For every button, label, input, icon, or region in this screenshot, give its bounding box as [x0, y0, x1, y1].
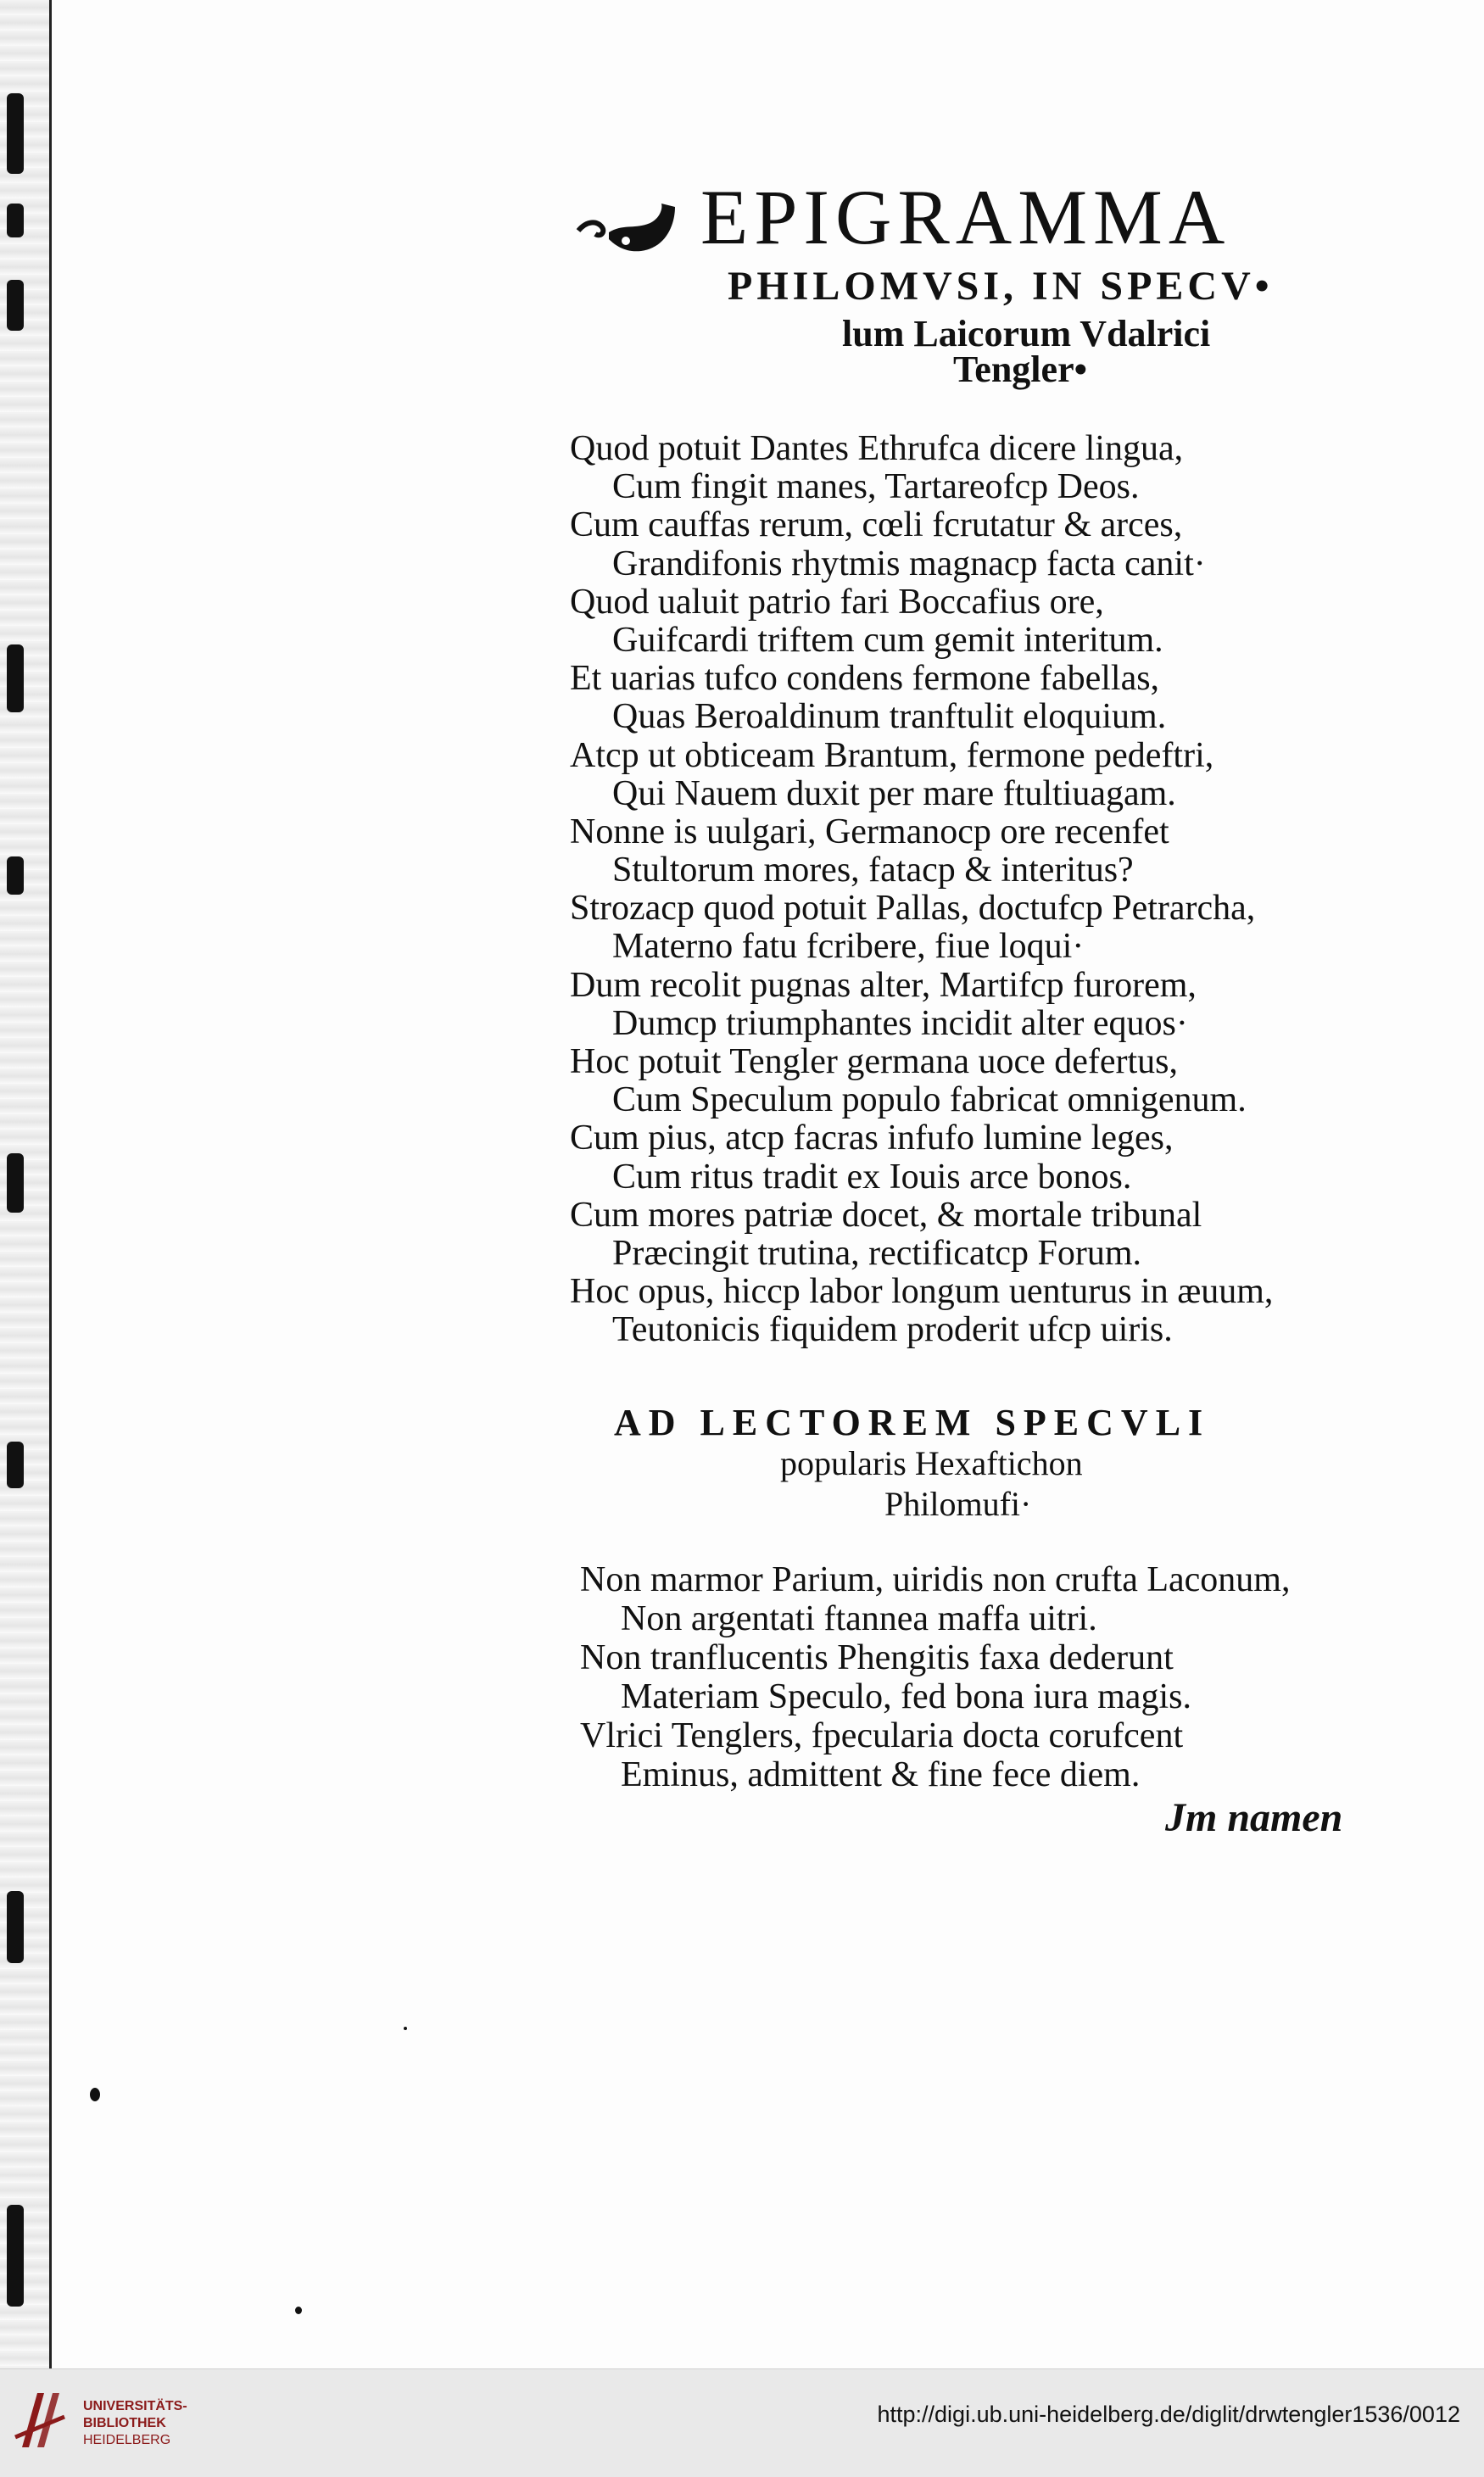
institution-line: HEIDELBERG [83, 2433, 171, 2447]
verse-line: Hoc potuit Tengler germana uoce defertus, [570, 1042, 1179, 1081]
ink-speck [404, 2027, 407, 2030]
ink-speck [90, 2088, 100, 2101]
verse-line: Qui Nauem duxit per mare ftultiuagam. [612, 773, 1176, 813]
verse-line: Et uarias tufco condens fermone fabellas, [570, 659, 1160, 699]
heading-title: EPIGRAMMA [700, 174, 1231, 260]
verse-line: Guifcardi triftem cum gemit interitum. [612, 620, 1163, 660]
verse-line: Cum fingit manes, Tartareofcp Deos. [612, 467, 1140, 507]
verse-line: Non argentati ftannea maffa uitri. [621, 1599, 1097, 1638]
permalink-url[interactable]: http://digi.ub.uni-heidelberg.de/diglit/drwtengler1536/0012 [877, 2402, 1460, 2427]
verse-line: Strozacp quod potuit Pallas, doctufcp Petrarcha, [570, 889, 1256, 929]
verse-line: Dumcp triumphantes incidit alter equos· [612, 1003, 1188, 1043]
verse-line: Grandifonis rhytmis magnacp facta canit· [612, 544, 1206, 583]
verse-line: Cum pius, atcp facras infufo lumine leges, [570, 1119, 1174, 1158]
verse-line: Non tranflucentis Phengitis faxa dederunt [580, 1638, 1174, 1677]
verse-line: Vlrici Tenglers, fpecularia docta corufcent [580, 1716, 1184, 1755]
institution-line: BIBLIOTHEK [83, 2416, 166, 2430]
section-subheading: Philomufi· [884, 1485, 1032, 1523]
verse-line: Materiam Speculo, fed bona iura magis. [621, 1677, 1191, 1716]
verse-line: Dum recolit pugnas alter, Martifcp furorem, [570, 965, 1197, 1005]
verse-line: Quod potuit Dantes Ethrufca dicere lingua, [570, 429, 1184, 468]
verse-line: Cum mores patriæ docet, & mortale tribunal [570, 1195, 1202, 1235]
verse-line: Eminus, admittent & fine fece diem. [621, 1755, 1141, 1794]
verse-line: Cum cauffas rerum, cœli fcrutatur & arces, [570, 505, 1183, 545]
epigram-poem [570, 430, 1350, 1350]
verse-line: Cum Speculum populo fabricat omnigenum. [612, 1080, 1247, 1120]
verse-line: Atcp ut obticeam Brantum, fermone pedeftri, [570, 735, 1214, 775]
ornament-icon [575, 198, 682, 258]
verse-line: Teutonicis fiquidem proderit ufcp uiris. [612, 1310, 1173, 1350]
heading-line-2: PHILOMVSI, IN SPECV• [728, 264, 1274, 309]
verse-line: Materno fatu fcribere, fiue loqui· [612, 927, 1085, 967]
verse-line: Stultorum mores, fatacp & interitus? [612, 851, 1134, 890]
verse-line: Hoc opus, hiccp labor longum uenturus in æuum, [570, 1272, 1274, 1312]
university-library-logo[interactable] [12, 2386, 71, 2458]
hexastichon-poem [580, 1560, 1360, 1794]
verse-line: Præcingit trutina, rectificatcp Forum. [612, 1233, 1142, 1273]
viewer-footer [0, 2368, 1484, 2477]
verse-line: Cum ritus tradit ex Iouis arce bonos. [612, 1157, 1132, 1197]
institution-name[interactable] [83, 2398, 187, 2449]
verse-line: Nonne is uulgari, Germanocp ore recenfet [570, 812, 1169, 851]
verse-line: Non marmor Parium, uiridis non crufta Laconum, [580, 1560, 1291, 1599]
heading-line-4: Tengler• [953, 349, 1087, 390]
heading-line-3: lum Laicorum Vdalrici [842, 313, 1211, 354]
binding-gutter [0, 0, 52, 2368]
catchword: Jm namen [1165, 1795, 1343, 1840]
ink-speck [295, 2307, 302, 2314]
institution-line: UNIVERSITÄTS- [83, 2399, 187, 2413]
verse-line: Quod ualuit patrio fari Boccafius ore, [570, 582, 1104, 622]
section-heading: AD LECTOREM SPECVLI [614, 1402, 1211, 1443]
verse-line: Quas Beroaldinum tranftulit eloquium. [612, 697, 1167, 737]
section-subheading: popularis Hexaftichon [780, 1444, 1083, 1482]
